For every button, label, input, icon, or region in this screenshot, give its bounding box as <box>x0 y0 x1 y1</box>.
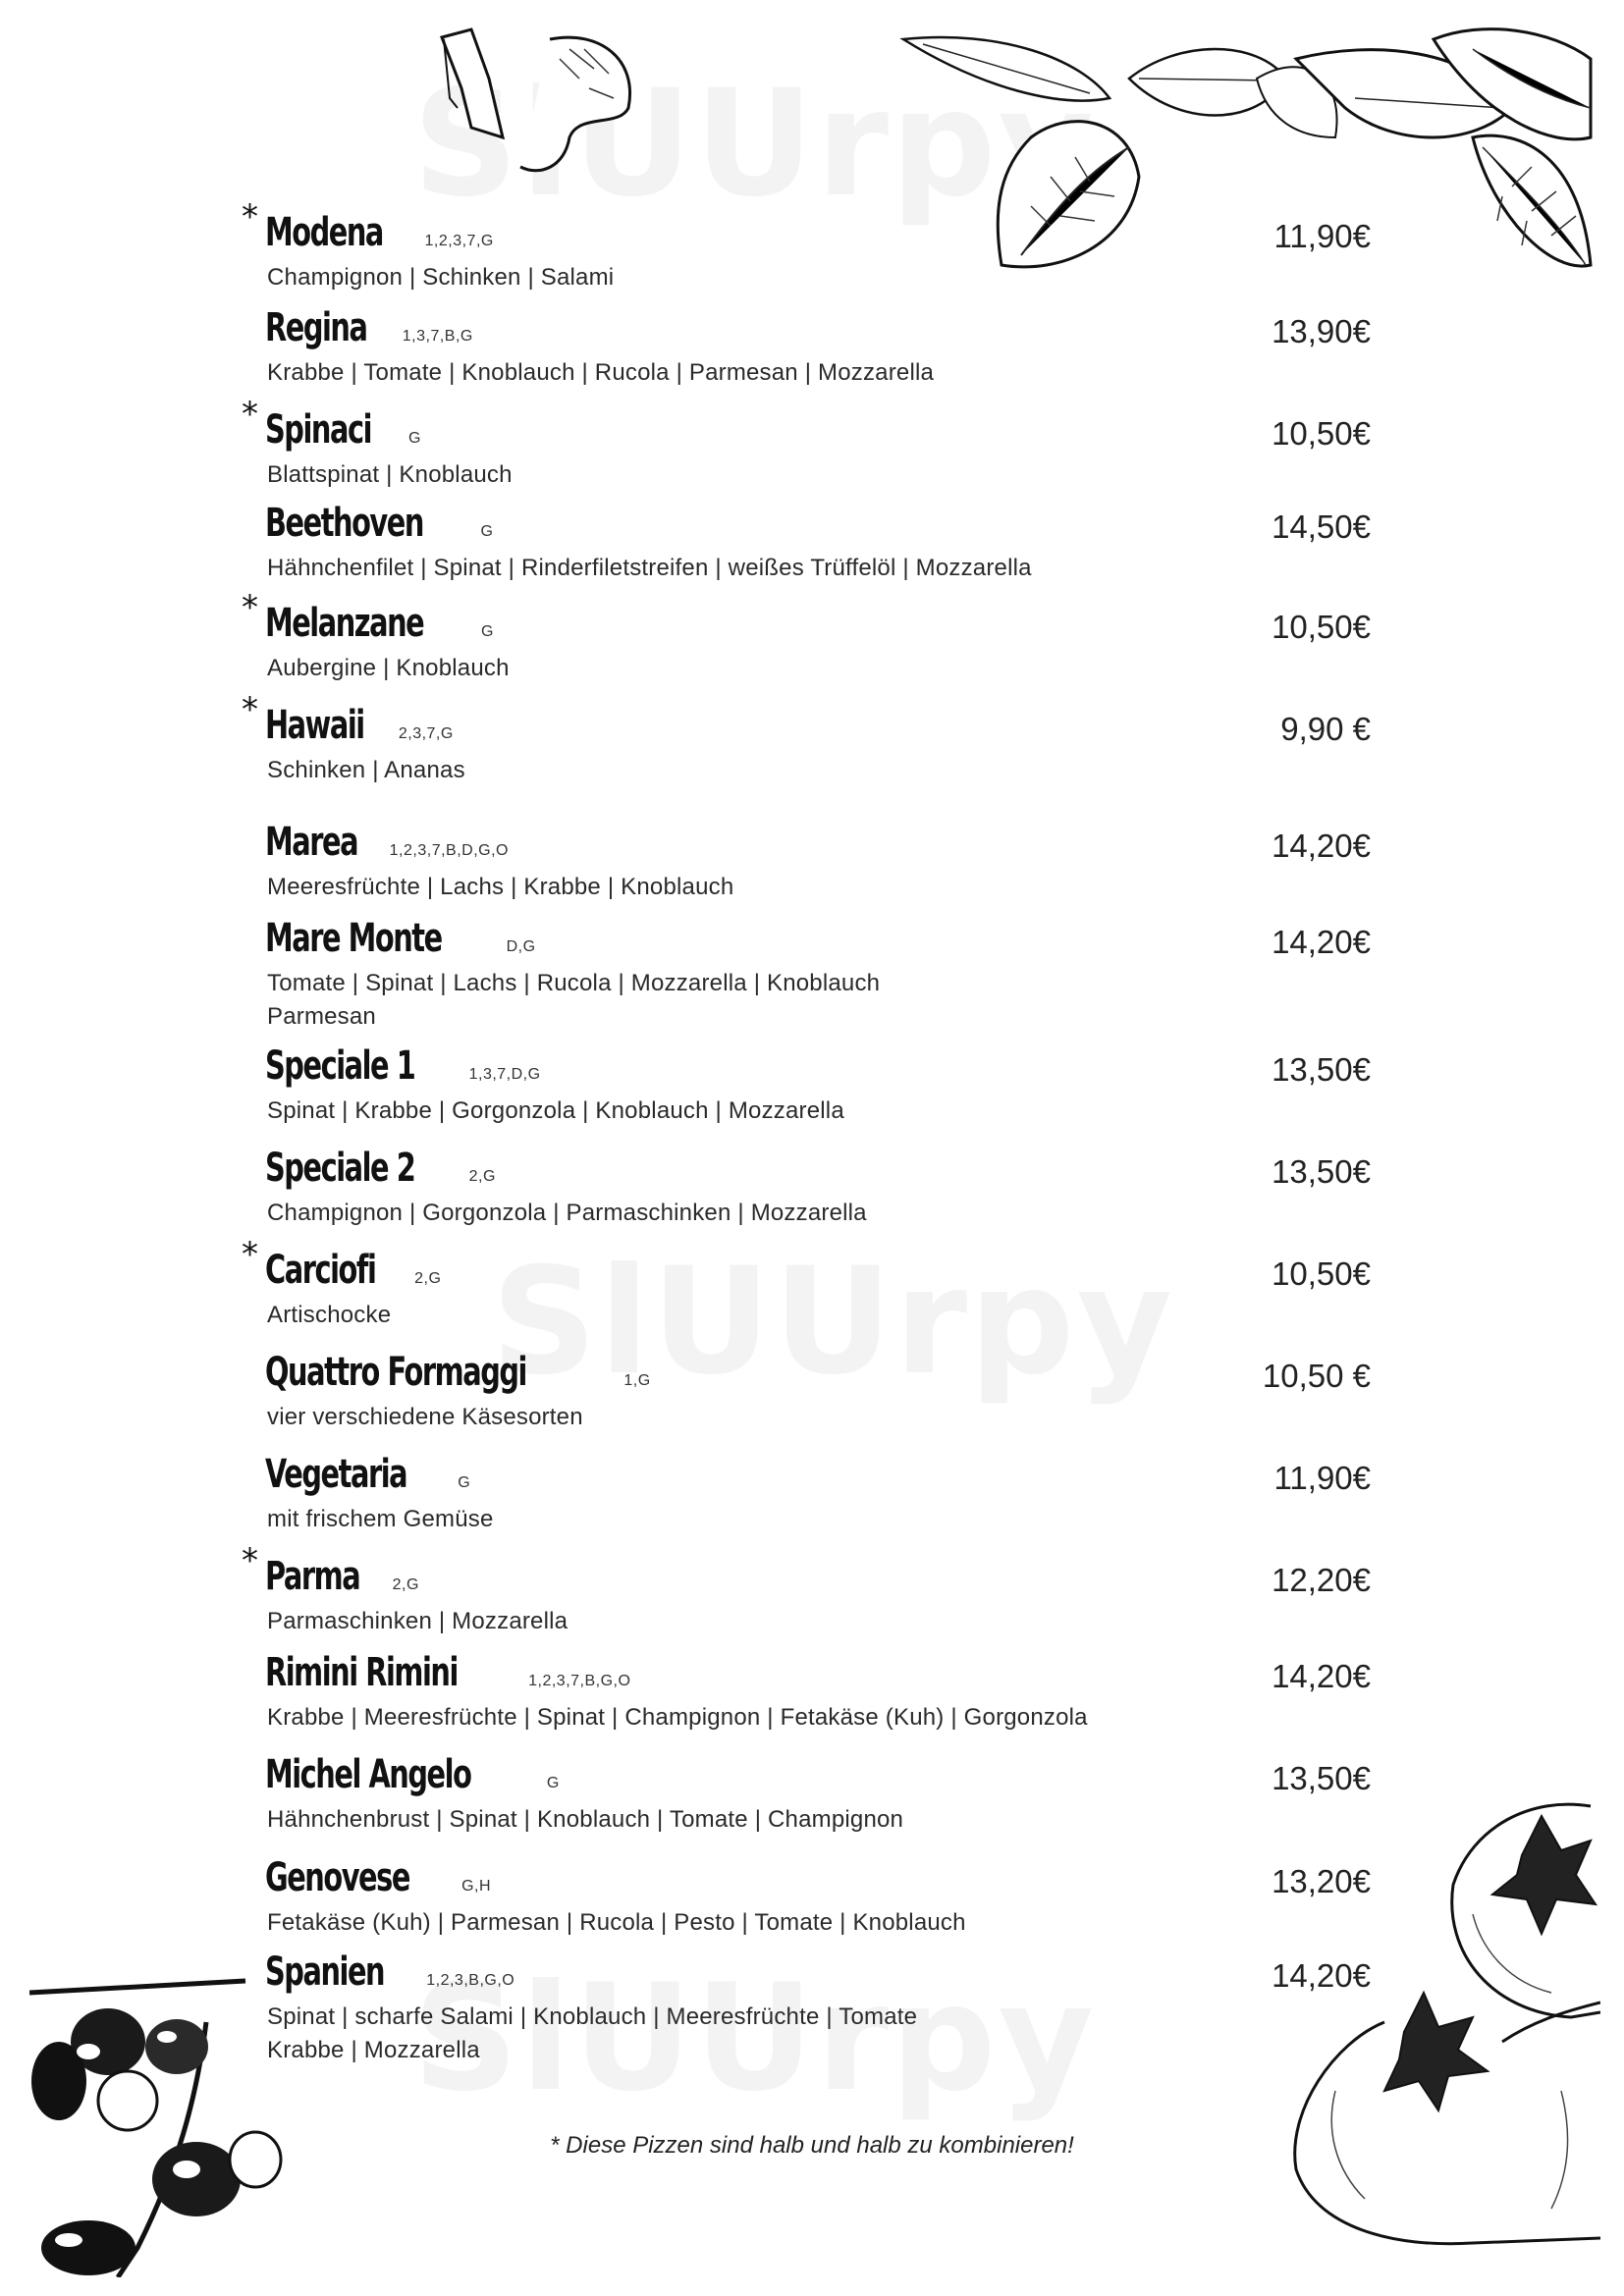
pizza-ingredients: Hähnchenfilet | Spinat | Rinderfiletstreifen | weißes Trüffelöl | Mozzarella <box>267 555 1032 581</box>
pizza-price: 14,20€ <box>1272 924 1371 960</box>
pizza-name: Mare Monte <box>265 916 442 961</box>
menu-item <box>242 1452 1371 1536</box>
allergen-codes: G <box>408 430 421 447</box>
pizza-name: Rimini Rimini <box>265 1650 458 1695</box>
allergen-codes: G <box>546 1775 560 1791</box>
allergen-codes: 1,2,3,7,G <box>424 233 494 249</box>
allergen-codes: 1,3,7,D,G <box>468 1066 541 1083</box>
pizza-name: Michel Angelo <box>265 1752 471 1797</box>
pizza-ingredients: Champignon | Gorgonzola | Parmaschinken | Mozzarella <box>267 1200 867 1226</box>
menu-item <box>242 1650 1371 1735</box>
pizza-name: Quattro Formaggi <box>265 1350 526 1395</box>
menu-item <box>242 305 1371 390</box>
pizza-ingredients: Tomate | Spinat | Lachs | Rucola | Mozzarella | Knoblauch <box>267 970 881 996</box>
pizza-name: Hawaii <box>265 703 364 748</box>
pizza-ingredients: Krabbe | Tomate | Knoblauch | Rucola | Parmesan | Mozzarella <box>267 359 935 386</box>
combinable-star: * <box>242 690 258 729</box>
menu-item <box>242 1949 1371 2067</box>
pizza-price: 13,20€ <box>1272 1863 1371 1899</box>
pizza-price: 10,50 € <box>1262 1358 1371 1394</box>
allergen-codes: 1,2,3,B,G,O <box>426 1972 515 1989</box>
menu-item <box>242 1855 1371 1940</box>
pizza-name: Marea <box>265 820 358 865</box>
pizza-ingredients: Artischocke <box>267 1302 392 1328</box>
pizza-name: Speciale 2 <box>265 1146 415 1191</box>
pizza-ingredients: Champignon | Schinken | Salami <box>267 264 615 291</box>
pizza-price: 10,50€ <box>1272 1255 1371 1292</box>
menu-item <box>242 1350 1371 1434</box>
allergen-codes: 2,G <box>414 1270 442 1287</box>
footnote-half-half: * Diese Pizzen sind halb und halb zu kombinieren! <box>550 2132 1074 2159</box>
pizza-price: 13,50€ <box>1272 1760 1371 1796</box>
allergen-codes: 2,G <box>392 1576 419 1593</box>
allergen-codes: 2,G <box>468 1168 496 1185</box>
menu-item <box>242 690 1371 787</box>
pizza-ingredients: Hähnchenbrust | Spinat | Knoblauch | Tomate | Champignon <box>267 1806 904 1833</box>
allergen-codes: G,H <box>461 1878 492 1895</box>
menu-item <box>242 1235 1371 1332</box>
menu-item <box>242 1541 1371 1638</box>
allergen-codes: 1,2,3,7,B,D,G,O <box>389 842 509 859</box>
pizza-name: Regina <box>265 305 367 350</box>
menu-item <box>242 501 1371 585</box>
pizza-price: 11,90€ <box>1273 1460 1371 1496</box>
allergen-codes: D,G <box>506 938 536 955</box>
pizza-ingredients: Spinat | Krabbe | Gorgonzola | Knoblauch | Mozzarella <box>267 1097 844 1124</box>
pizza-ingredients: Spinat | scharfe Salami | Knoblauch | Meeresfrüchte | Tomate <box>267 2003 918 2030</box>
pizza-price: 13,50€ <box>1272 1051 1371 1088</box>
allergen-codes: 1,2,3,7,B,G,O <box>528 1673 631 1689</box>
pizza-price: 10,50€ <box>1272 415 1371 452</box>
pizza-ingredients: Blattspinat | Knoblauch <box>267 461 513 488</box>
pizza-name: Carciofi <box>265 1248 376 1293</box>
pizza-ingredients: vier verschiedene Käsesorten <box>267 1404 583 1430</box>
pizza-price: 12,20€ <box>1272 1562 1371 1598</box>
pizza-ingredients: Schinken | Ananas <box>267 757 465 783</box>
pizza-ingredients: Parmesan <box>267 1003 376 1030</box>
menu-item <box>242 1752 1371 1837</box>
menu-item <box>242 395 1371 492</box>
pizza-name: Modena <box>265 210 383 255</box>
pizza-name: Parma <box>265 1554 360 1599</box>
pizza-name: Spinaci <box>265 407 372 453</box>
allergen-codes: 2,3,7,G <box>398 725 454 742</box>
combinable-star: * <box>242 395 258 434</box>
menu-item <box>242 197 1371 294</box>
pizza-price: 13,90€ <box>1272 313 1371 349</box>
allergen-codes: 1,3,7,B,G <box>402 328 473 345</box>
pizza-name: Speciale 1 <box>265 1043 415 1089</box>
pizza-name: Vegetaria <box>265 1452 407 1497</box>
mushroom-illustration <box>432 20 658 187</box>
menu-item <box>242 1146 1371 1230</box>
pizza-ingredients: Krabbe | Meeresfrüchte | Spinat | Champignon | Fetakäse (Kuh) | Gorgonzola <box>267 1704 1088 1731</box>
pizza-price: 14,20€ <box>1272 828 1371 864</box>
pizza-price: 13,50€ <box>1272 1153 1371 1190</box>
allergen-codes: G <box>480 523 494 540</box>
pizza-price: 14,50€ <box>1272 508 1371 545</box>
pizza-price: 14,20€ <box>1272 1658 1371 1694</box>
pizza-ingredients: Aubergine | Knoblauch <box>267 655 510 681</box>
pizza-ingredients: Fetakäse (Kuh) | Parmesan | Rucola | Pesto | Tomate | Knoblauch <box>267 1909 966 1936</box>
pizza-price: 9,90 € <box>1280 711 1371 747</box>
menu-item <box>242 916 1371 1034</box>
combinable-star: * <box>242 1235 258 1274</box>
pizza-name: Melanzane <box>265 601 424 646</box>
combinable-star: * <box>242 588 258 627</box>
pizza-ingredients: Krabbe | Mozzarella <box>267 2037 480 2063</box>
combinable-star: * <box>242 1541 258 1580</box>
pizza-ingredients: Meeresfrüchte | Lachs | Krabbe | Knoblauch <box>267 874 734 900</box>
pizza-ingredients: mit frischem Gemüse <box>267 1506 494 1532</box>
pizza-price: 11,90€ <box>1273 218 1371 254</box>
allergen-codes: G <box>458 1474 471 1491</box>
combinable-star: * <box>242 197 258 237</box>
pizza-name: Beethoven <box>265 501 423 546</box>
menu-item <box>242 1043 1371 1128</box>
pizza-price: 10,50€ <box>1272 609 1371 645</box>
allergen-codes: G <box>481 623 494 640</box>
menu-item <box>242 588 1371 685</box>
menu-item <box>242 820 1371 904</box>
allergen-codes: 1,G <box>623 1372 651 1389</box>
pizza-name: Spanien <box>265 1949 385 1995</box>
pizza-price: 14,20€ <box>1272 1957 1371 1994</box>
pizza-ingredients: Parmaschinken | Mozzarella <box>267 1608 568 1634</box>
pizza-name: Genovese <box>265 1855 409 1900</box>
